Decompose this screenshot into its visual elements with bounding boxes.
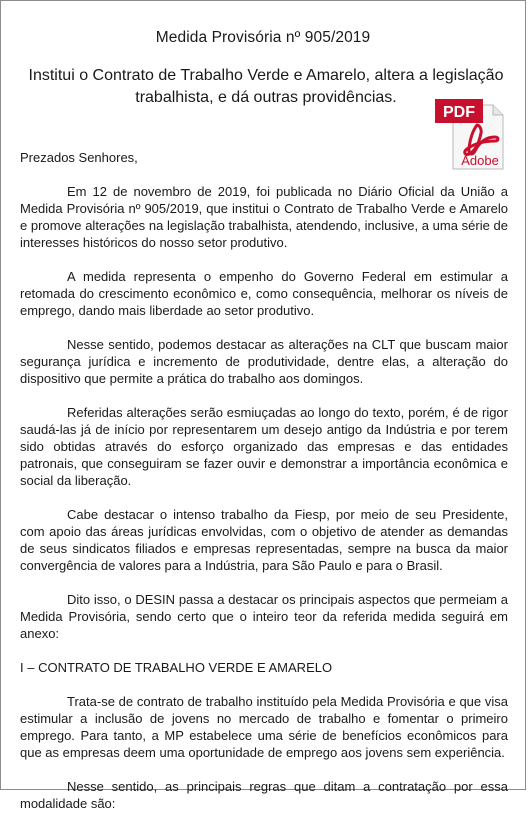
document-title: Medida Provisória nº 905/2019 xyxy=(155,29,371,46)
pdf-label: PDF xyxy=(443,104,475,121)
adobe-label: Adobe xyxy=(461,153,499,168)
paragraph-4: Referidas alterações serão esmiuçadas ao longo do texto, porém, é de rigor saudá-las já de início por representarem um desejo antigo da Indústria e por terem sido obtidas através do esforço organizado das empresas e das entidades patronais, que conseguiram se fazer ouvir e demonstrar a importância econômica e social da liberação. xyxy=(20,405,508,488)
section-heading: I – CONTRATO DE TRABALHO VERDE E AMARELO xyxy=(20,660,333,675)
paragraph-1: Em 12 de novembro de 2019, foi publicada no Diário Oficial da União a Medida Provisória nº 905/2019, que institui o Contrato de Trabalho Verde e Amarelo e promove alterações na legislação trabalhista, atendendo, inclusive, a uma série de interesses históricos do nosso setor produtivo. xyxy=(20,184,508,250)
document-subtitle: Institui o Contrato de Trabalho Verde e Amarelo, altera a legislação trabalhista, e dá outras providências. xyxy=(28,67,504,106)
paragraph-5: Cabe destacar o intenso trabalho da Fiesp, por meio de seu Presidente, com apoio das áreas jurídicas envolvidas, com o objetivo de atender as demandas de seus sindicatos filiados e empresas representadas, sempre na busca da maior convergência de valores para a Indústria, para São Paulo e para o Brasil. xyxy=(20,507,508,573)
section-paragraph-1: Trata-se de contrato de trabalho instituído pela Medida Provisória e que visa estimular a inclusão de jovens no mercado de trabalho e fomentar o primeiro emprego. Para tanto, a MP estabelece uma série de benefícios econômicos para que as empresas deem uma oportunidade de emprego aos jovens sem experiência. xyxy=(20,694,508,760)
section-paragraph-2: Nesse sentido, as principais regras que ditam a contratação por essa modalidade são: xyxy=(20,779,508,811)
greeting: Prezados Senhores, xyxy=(20,150,138,165)
paragraph-3: Nesse sentido, podemos destacar as alterações na CLT que buscam maior segurança jurídica e incremento de produtividade, dentre elas, a alteração do dispositivo que permite a prática do trabalho aos domingos. xyxy=(20,337,508,386)
document-body xyxy=(20,149,508,829)
paragraph-6: Dito isso, o DESIN passa a destacar os principais aspectos que permeiam a Medida Provisória, sendo certo que o inteiro teor da referida medida seguirá em anexo: xyxy=(20,592,508,641)
paragraph-2: A medida representa o empenho do Governo Federal em estimular a retomada do crescimento econômico e, como consequência, melhorar os níveis de emprego, dando mais liberdade ao setor produtivo. xyxy=(20,269,508,318)
